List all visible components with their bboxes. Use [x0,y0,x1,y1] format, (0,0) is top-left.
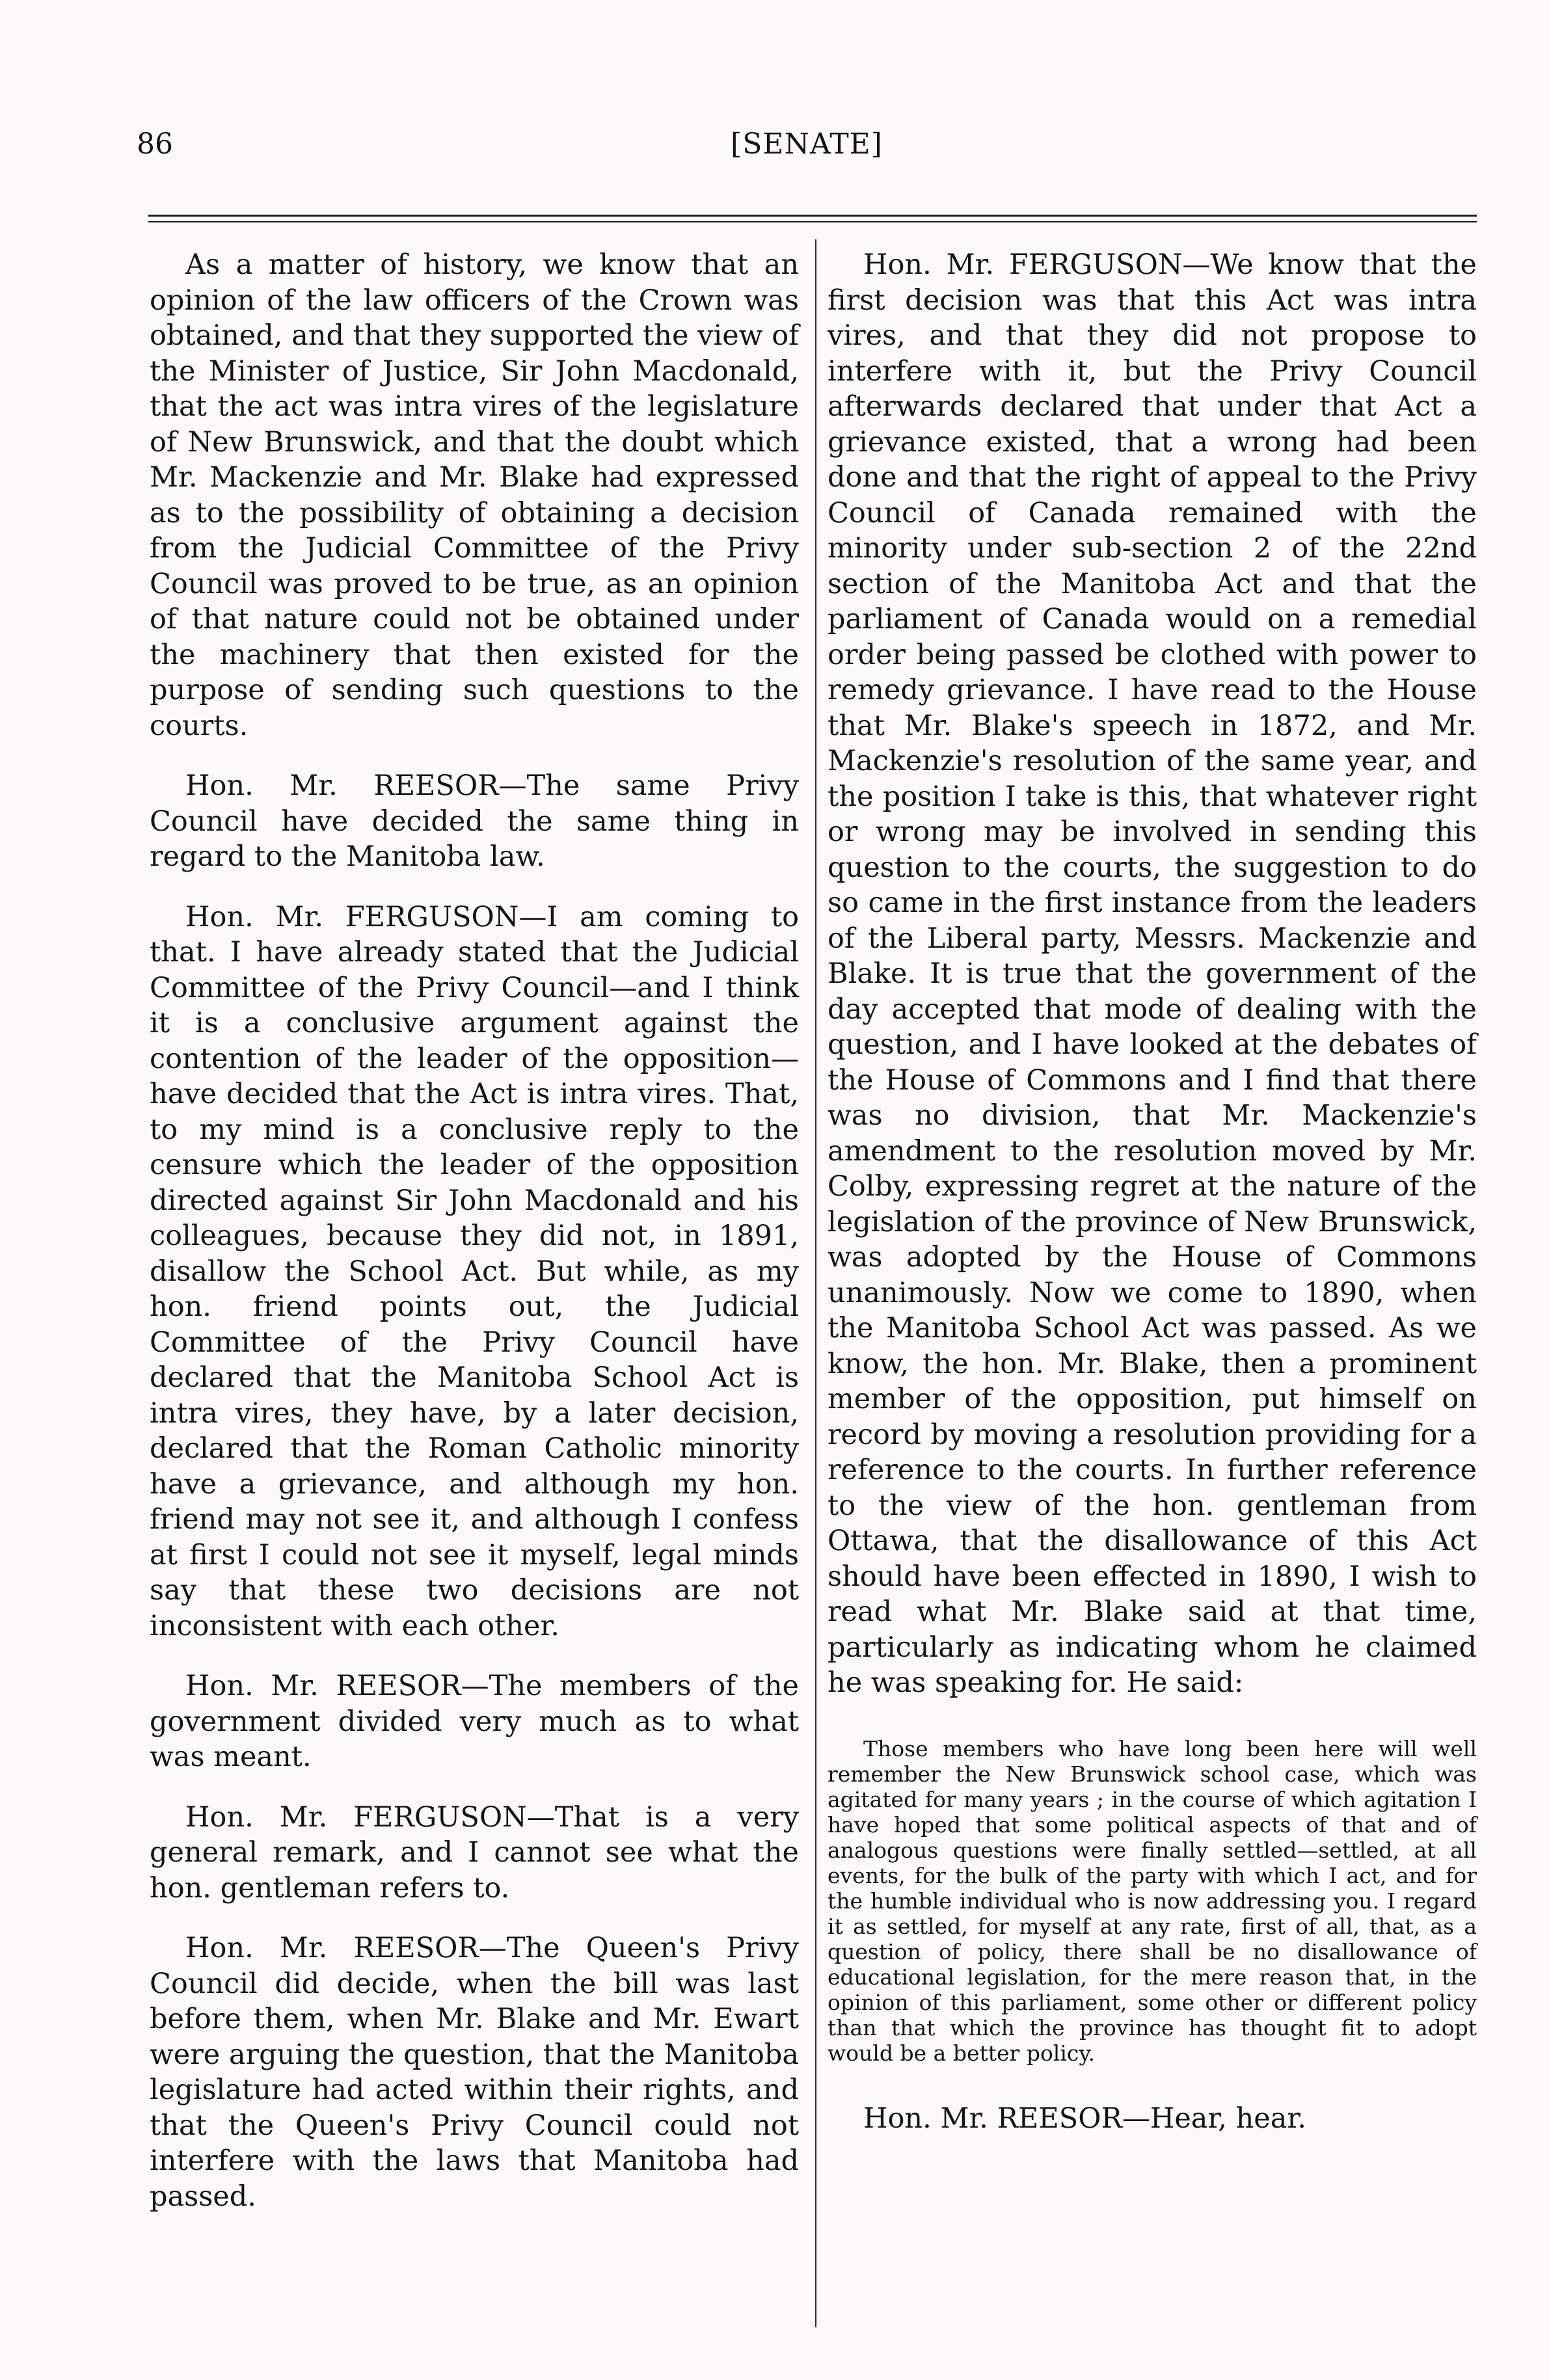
paragraph: As a matter of history, we know that an opinion of the law officers of the Crown was obtained, and that they supported the view of the Minister of Justice, Sir John Macdonald, that the act was intra vires of the legislature of New Brunswick, and that the doubt which Mr. Mackenzie and Mr. Blake had expressed as to the possibility of obtaining a decision from the Judicial Committee of the Privy Council was proved to be true, as an opinion of that nature could not be obtained under the machinery that then existed for the purpose of sending such questions to the courts. [150,248,799,742]
speech-reesor: Hon. Mr. REESOR—The Queen's Privy Council did decide, when the bill was last before them, when Mr. Blake and Mr. Ewart were arguing the question, that the Manitoba legislature had acted within their rights, and that the Queen's Privy Council could not interfere with the laws that Manitoba had passed. [150,1932,799,2213]
column-divider [815,239,816,2327]
block-quote: Those members who have long been here will well remember the New Brunswick school case, which was agitated for many years ; in the course of which agitation I have hoped that some political aspects of that and of analogous questions were finally settled—settled, at all events, for the bulk of the party with which I act, and for the humble individual who is now addressing you. I regard it as settled, for myself at any rate, first of all, that, as a question of policy, there shall be no disallowance of educational legislation, for the mere reason that, in the opinion of this parliament, some other or different policy than that which the province has thought fit to adopt would be a better policy. [828,1735,1477,2066]
speech-reesor: Hon. Mr. REESOR—Hear, hear. [863,2102,1306,2135]
page-header [137,127,1477,180]
speech-ferguson: Hon. Mr. FERGUSON—That is a very general remark, and I cannot see what the hon. gentleman refers to. [150,1800,799,1905]
left-column [150,247,799,2214]
running-head: [SENATE] [731,127,883,161]
header-rule [148,215,1477,217]
speech-reesor: Hon. Mr. REESOR—The same Privy Council have decided the same thing in regard to the Manitoba law. [150,769,799,873]
page-number: 86 [137,127,173,161]
speech-ferguson: Hon. Mr. FERGUSON—I am coming to that. I have already stated that the Judicial Committee of the Privy Council—and I think it is a conclusive argument against the contention of the leader of the opposition—have decided that the Act is intra vires. That, to my mind is a conclusive reply to the censure which the leader of the opposition directed against Sir John Macdonald and his colleagues, because they did not, in 1891, disallow the School Act. But while, as my hon. friend points out, the Judicial Committee of the Privy Council have declared that the Manitoba School Act is intra vires, they have, by a later decision, declared that the Roman Catholic minority have a grievance, and although my hon. friend may not see it, and although I confess at first I could not see it myself, legal minds say that these two decisions are not inconsistent with each other. [150,900,799,1642]
header-rule-secondary [148,221,1477,222]
right-column [828,247,1477,2136]
speech-ferguson: Hon. Mr. FERGUSON—We know that the first decision was that this Act was intra vires, and that they did not propose to interfere with it, but the Privy Council afterwards declared that under that Act a grievance existed, that a wrong had been done and that the right of appeal to the Privy Council of Canada remained with the minority under sub-section 2 of the 22nd section of the Manitoba Act and that the parliament of Canada would on a remedial order being passed be clothed with power to remedy grievance. I have read to the House that Mr. Blake's speech in 1872, and Mr. Mackenzie's resolution of the same year, and the position I take is this, that whatever right or wrong may be involved in sending this question to the courts, the suggestion to do so came in the first instance from the leaders of the Liberal party, Messrs. Mackenzie and Blake. It is true that the government of the day accepted that mode of dealing with the question, and I have looked at the debates of the House of Commons and I find that there was no division, that Mr. Mackenzie's amendment to the resolution moved by Mr. Colby, expressing regret at the nature of the legislation of the province of New Brunswick, was adopted by the House of Commons unanimously. Now we come to 1890, when the Manitoba School Act was passed. As we know, the hon. Mr. Blake, then a prominent member of the opposition, put himself on record by moving a resolution providing for a reference to the courts. In further reference to the view of the hon. gentleman from Ottawa, that the disallowance of this Act should have been effected in 1890, I wish to read what Mr. Blake said at that time, particularly as indicating whom he claimed he was speaking for. He said: [828,248,1477,1699]
speech-reesor: Hon. Mr. REESOR—The members of the government divided very much as to what was meant. [150,1670,799,1773]
